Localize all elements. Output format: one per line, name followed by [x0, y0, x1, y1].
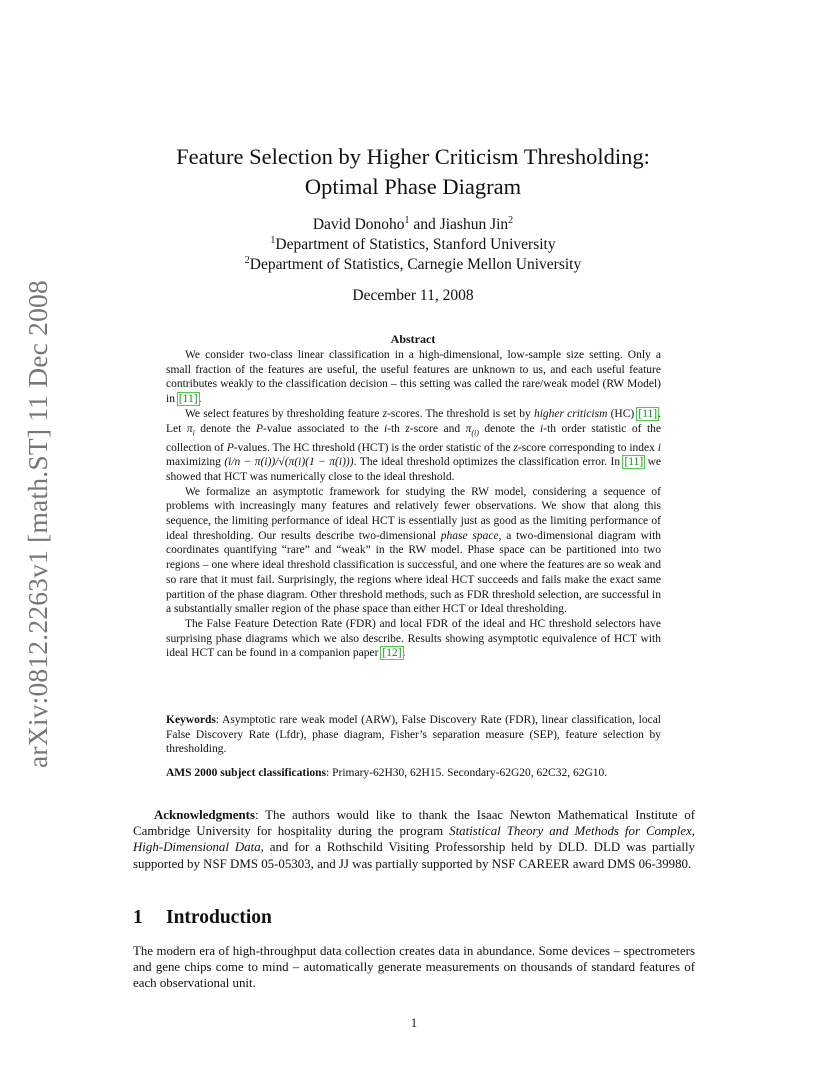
author-2: Jiashun Jin: [439, 216, 509, 233]
math-p: P: [226, 441, 234, 454]
acknowledgments-label: Acknowledgments: [154, 808, 255, 822]
section-title: Introduction: [166, 907, 272, 928]
abstract-text: -values. The HC threshold (HCT) is the order statistic of the: [233, 441, 514, 454]
intro-paragraph: The modern era of high-throughput data collection creates data in abundance. Some devices – spectrometers and gene chips come to mind – automatically generate measurements on thousands of standard features of each observational unit.: [133, 944, 695, 991]
math-i: i: [540, 422, 544, 435]
keywords: [166, 713, 661, 757]
abstract-paragraph-3: [166, 485, 661, 617]
abstract-paragraph-4: [166, 617, 661, 661]
affiliation-2: [133, 255, 693, 275]
math-subscript: i: [192, 427, 195, 437]
abstract-text: maximizing: [166, 456, 225, 469]
math-p: P: [255, 422, 263, 435]
abstract-text: We consider two-class linear classification in a high-dimensional, low-sample size setting. Only a small fraction of the features are useful, the useful features are unknown to us, and each useful feature contributes weakly to the classification decision – this setting was called the rare/weak model (RW Model) in: [166, 349, 661, 406]
acknowledgments-text: : The authors would like to thank the Isaac Newton Mathematical Institute of Cambridge University for hospitality during the program: [133, 808, 695, 839]
program-title: Statistical Theory and Methods for Complex, High-Dimensional Data: [133, 824, 695, 855]
author-1: David Donoho: [312, 216, 405, 233]
abstract-text: .: [198, 393, 202, 406]
math-z: z: [513, 441, 518, 454]
abstract-paragraph-1: [166, 348, 661, 407]
paper-date: December 11, 2008: [352, 287, 474, 304]
authors-line: [133, 215, 693, 235]
math-z: z: [405, 422, 410, 435]
abstract-text: we showed that HCT was numerically close to the ideal threshold.: [166, 456, 661, 483]
title-line-2: Optimal Phase Diagram: [304, 174, 522, 199]
citation-link[interactable]: [12]: [382, 647, 402, 660]
abstract-text: -scores. The threshold is set by: [387, 407, 534, 420]
ams-classifications: [166, 766, 661, 781]
affiliation-1-text: Department of Statistics, Stanford University: [275, 236, 556, 253]
abstract-italic: higher criticism: [533, 407, 608, 420]
keywords-label: Keywords: [166, 714, 216, 726]
ams-label: AMS 2000 subject classifications: [166, 767, 327, 779]
abstract-paragraph-2: [166, 407, 661, 485]
citation-link[interactable]: [11]: [638, 407, 658, 420]
abstract-heading: Abstract: [390, 332, 436, 346]
ams-text: : Primary-62H30, 62H15. Secondary-62G20, 62C32, 62G10.: [326, 767, 608, 779]
math-pi: π: [186, 422, 193, 435]
abstract-text: denote the: [478, 422, 541, 435]
math-pi: π: [465, 422, 472, 435]
hc-formula: (i/n − π(i))/√(π(i)(1 − π(i))): [224, 456, 354, 469]
abstract-text: denote the: [194, 422, 256, 435]
math-subscript: (i): [471, 427, 479, 437]
page-number: 1: [410, 1016, 418, 1030]
title-line-1: Feature Selection by Higher Criticism Thresholding:: [176, 144, 650, 169]
abstract-text: .: [402, 647, 406, 660]
affiliation-2-mark: 2: [244, 255, 250, 266]
abstract-text: We select features by thresholding feature: [185, 407, 383, 420]
arxiv-identifier-stamp: arXiv:0812.2263v1 [math.ST] 11 Dec 2008: [22, 280, 53, 768]
abstract-text: -th order statistic of the collection of: [166, 422, 661, 454]
abstract-text: -value associated to the: [263, 422, 384, 435]
author-1-mark: 1: [404, 215, 410, 226]
affiliation-1: [133, 235, 693, 255]
abstract-text: . Let: [166, 407, 661, 435]
section-number: 1: [133, 907, 143, 928]
author-and: and: [409, 216, 440, 233]
abstract-text: -score and: [409, 422, 466, 435]
citation-link[interactable]: [11]: [624, 456, 644, 469]
paper-title: [133, 142, 693, 202]
affiliation-1-mark: 1: [270, 235, 276, 246]
abstract-text: . The ideal threshold optimizes the classification error. In: [353, 456, 624, 469]
math-i: i: [657, 441, 661, 454]
abstract-text: -score corresponding to index: [517, 441, 658, 454]
math-i: i: [383, 422, 388, 435]
citation-link[interactable]: [11]: [178, 393, 198, 406]
abstract-body: [166, 348, 661, 661]
abstract-text: The False Feature Detection Rate (FDR) and local FDR of the ideal and HC threshold selectors have surprising phase diagrams which we also describe. Results showing asymptotic equivalence of HCT with ideal HCT can be found in a companion paper: [166, 617, 661, 660]
affiliation-2-text: Department of Statistics, Carnegie Mellon University: [249, 256, 582, 273]
acknowledgments-text: , and for a Rothschild Visiting Professorship held by DLD. DLD was partially supported by NSF DMS 05-05303, and JJ was partially supported by NSF CAREER award DMS 06-39980.: [133, 840, 695, 871]
abstract-text: -th: [387, 422, 406, 435]
abstract-italic: phase space: [440, 529, 499, 542]
abstract-text: , a two-dimensional diagram with coordinates quantifying “rare” and “weak” in the RW model. Phase space can be partitioned into two regions – one where ideal threshold classification is successful, and one where the features are so weak and so rare that it must fail. Surprisingly, the regions where ideal HCT succeeds and fails make the exact same partition of the phase diagram. Other threshold methods, such as FDR threshold selection, are successful in a substantially smaller region of the phase space than either HCT or Ideal thresholding.: [166, 529, 662, 616]
author-2-mark: 2: [508, 215, 514, 226]
math-z: z: [382, 407, 388, 420]
abstract-text: We formalize an asymptotic framework for studying the RW model, considering a sequence of problems with increasingly many features and relatively fewer observations. We show that along this sequence, the limiting performance of ideal HCT is essentially just as good as the limiting performance of ideal thresholding. Our results describe two-dimensional: [166, 485, 661, 542]
acknowledgments: [133, 807, 695, 872]
abstract-text: (HC): [607, 407, 638, 420]
section-heading: [133, 907, 272, 929]
keywords-text: : Asymptotic rare weak model (ARW), False Discovery Rate (FDR), linear classification, local False Discovery Rate (Lfdr), phase diagram, Fisher’s separation measure (SEP), feature selection by thresholding.: [166, 714, 661, 756]
